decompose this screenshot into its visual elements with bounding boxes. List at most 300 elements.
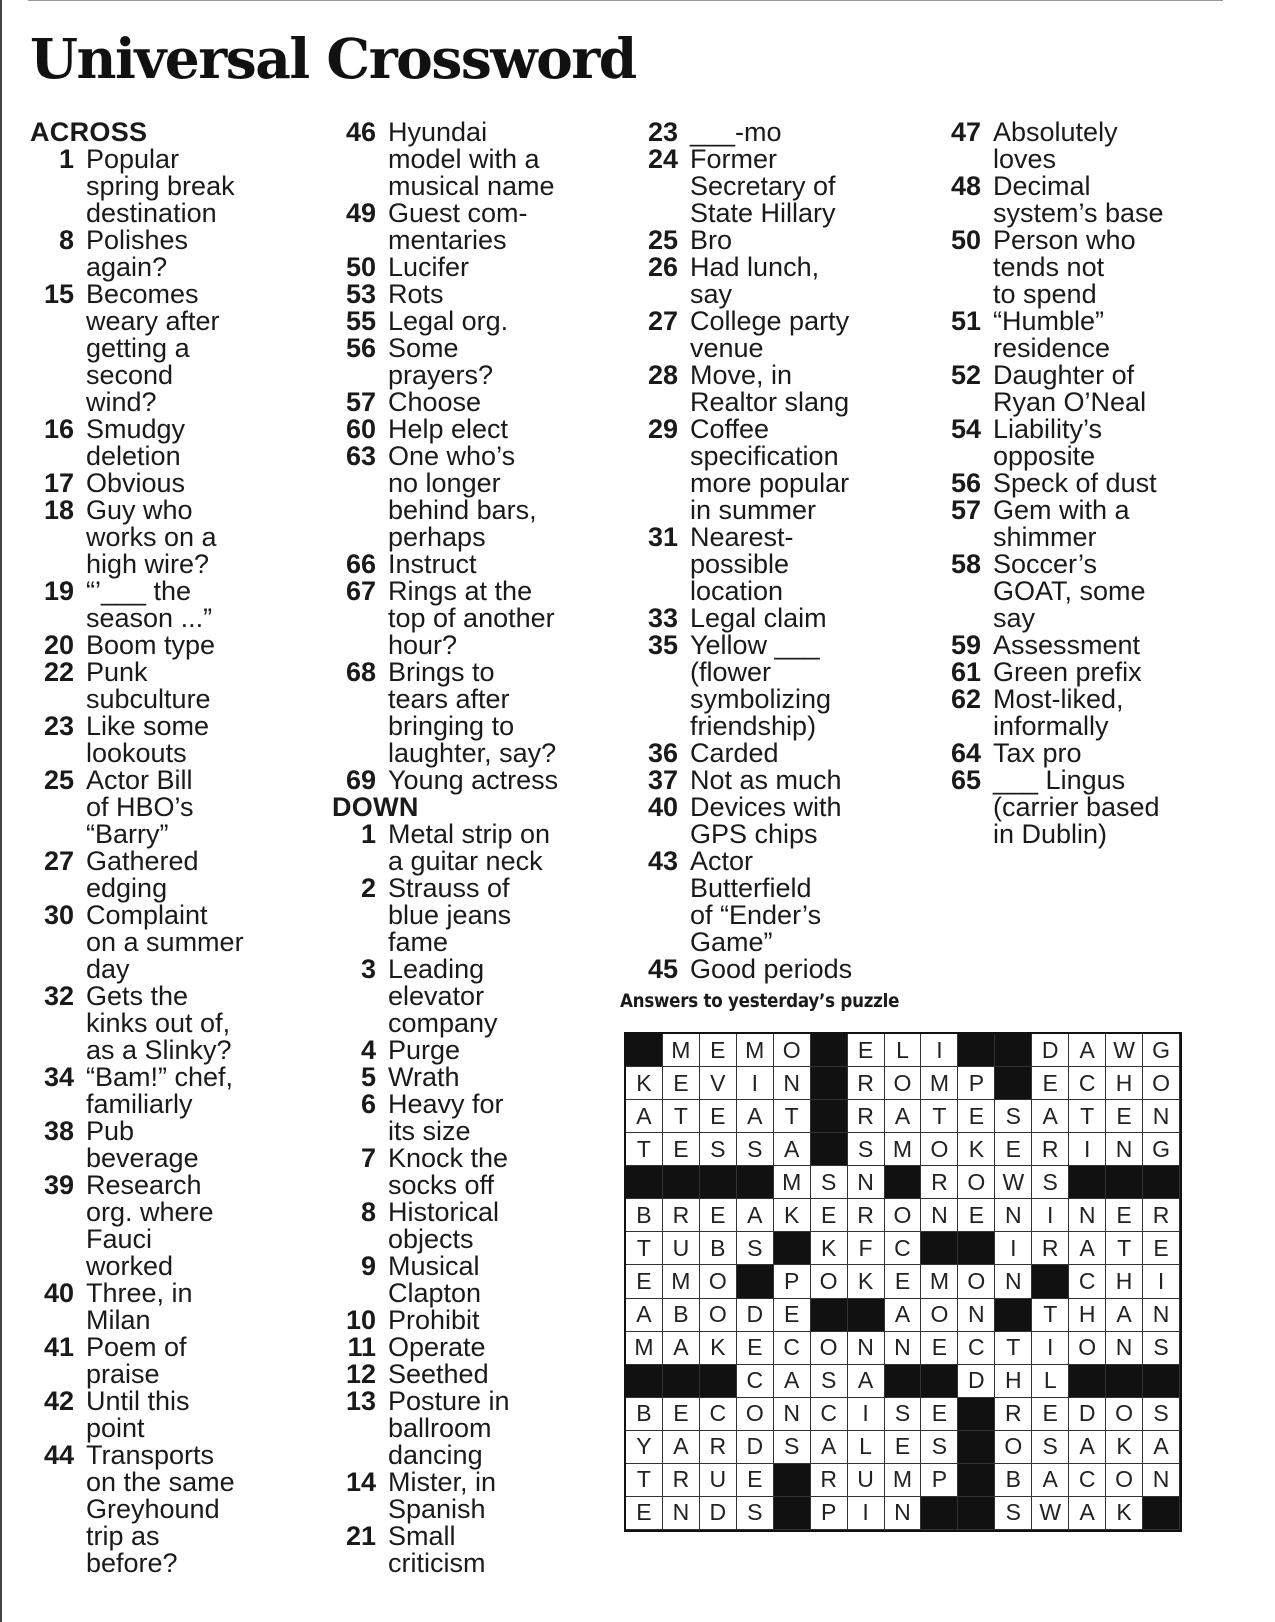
grid-cell: L [1032,1365,1069,1398]
grid-cell: T [995,1332,1032,1365]
grid-cell: E [663,1398,700,1431]
grid-cell: R [663,1464,700,1497]
clue [332,281,622,308]
clue [30,227,320,281]
black-square [1069,1166,1106,1199]
clue-number: 11 [347,1332,376,1362]
clue [634,524,924,605]
grid-cell: E [1106,1199,1143,1232]
grid-cell: O [700,1265,737,1298]
grid-cell: N [885,1332,922,1365]
clue-number: 31 [647,522,678,552]
black-square [995,1034,1032,1067]
clue [937,497,1227,551]
grid-cell: A [1032,1100,1069,1133]
grid-cell: E [1032,1398,1069,1431]
clue-number: 5 [360,1062,376,1092]
clue [30,848,320,902]
grid-cell: A [1069,1034,1106,1067]
clue [30,1442,320,1577]
grid-cell: R [1032,1232,1069,1265]
grid-cell: D [958,1365,995,1398]
clue-number: 26 [647,252,678,282]
grid-cell: P [921,1464,958,1497]
clue-number: 21 [345,1521,376,1551]
clue [634,848,924,956]
clue-number: 51 [950,306,981,336]
clue-text: Nearest- possible location [690,522,794,606]
clue-number: 58 [950,549,981,579]
grid-cell: B [663,1299,700,1332]
grid-cell: N [1143,1100,1180,1133]
clue-number: 19 [43,576,74,606]
black-square [1106,1166,1143,1199]
grid-cell: E [700,1199,737,1232]
black-square [1106,1365,1143,1398]
grid-cell: A [1032,1464,1069,1497]
clue-column-4 [937,119,1227,848]
grid-cell: O [958,1265,995,1298]
grid-cell: C [1069,1067,1106,1100]
clue-text: Guest com- mentaries [388,198,528,255]
grid-cell: N [958,1299,995,1332]
clue-text: Small criticism [388,1521,486,1578]
grid-cell: E [626,1497,663,1530]
grid-cell: E [921,1398,958,1431]
grid-cell: U [700,1464,737,1497]
clue [30,632,320,659]
clue-number: 33 [647,603,678,633]
grid-cell: E [1106,1100,1143,1133]
grid-cell: S [811,1166,848,1199]
clue [332,875,622,956]
grid-cell: O [958,1166,995,1199]
grid-cell: C [958,1332,995,1365]
grid-cell: O [995,1431,1032,1464]
clue-number: 46 [345,117,376,147]
black-square [663,1365,700,1398]
clue [937,659,1227,686]
clue-text: “Humble” residence [993,306,1111,363]
black-square [958,1034,995,1067]
clue-text: Person who tends not to spend [993,225,1136,309]
grid-cell: N [663,1497,700,1530]
grid-cell: T [626,1133,663,1166]
clue [30,1172,320,1280]
clue-text: Obvious [86,468,186,498]
grid-cell: A [885,1299,922,1332]
grid-cell: A [1069,1431,1106,1464]
clue [634,254,924,308]
grid-cell: N [848,1166,885,1199]
grid-cell: S [848,1133,885,1166]
clue [30,1388,320,1442]
grid-cell: O [1069,1332,1106,1365]
clue-number: 34 [43,1062,74,1092]
clue-text: Tax pro [993,738,1082,768]
black-square [921,1497,958,1530]
clue-text: ___ Lingus (carrier based in Dublin) [993,765,1160,849]
clue [332,1064,622,1091]
clue [937,416,1227,470]
clue-number: 10 [345,1305,376,1335]
grid-cell: R [1032,1133,1069,1166]
clue-text: Assessment [993,630,1141,660]
grid-cell: S [995,1100,1032,1133]
grid-cell: A [811,1431,848,1464]
clue-text: Smudgy deletion [86,414,186,471]
grid-cell: M [885,1464,922,1497]
clue [937,173,1227,227]
grid-cell: A [1106,1299,1143,1332]
grid-cell: E [958,1199,995,1232]
clue-number: 6 [360,1089,376,1119]
grid-cell: B [995,1464,1032,1497]
clue-text: Legal claim [690,603,827,633]
grid-cell: M [663,1265,700,1298]
clue-number: 35 [647,630,678,660]
black-square [626,1034,663,1067]
black-square [811,1133,848,1166]
clue [937,119,1227,173]
clue-text: Bro [690,225,733,255]
clue [30,1280,320,1334]
clue [332,956,622,1037]
grid-cell: O [700,1299,737,1332]
grid-cell: O [885,1199,922,1232]
across-heading: ACROSS [30,117,148,147]
clue-number: 17 [43,468,74,498]
clue-text: “’___ the season ...” [86,576,213,633]
clue-number: 13 [345,1386,376,1416]
clue-text: Speck of dust [993,468,1157,498]
clue [937,686,1227,740]
clue [30,1064,320,1118]
black-square [958,1232,995,1265]
clue-text: Decimal system’s base [993,171,1164,228]
grid-cell: N [995,1199,1032,1232]
grid-cell: R [848,1199,885,1232]
grid-cell: A [1069,1497,1106,1530]
grid-cell: O [921,1299,958,1332]
grid-cell: M [626,1332,663,1365]
clue [634,605,924,632]
grid-cell: E [774,1299,811,1332]
clue-text: Liability’s opposite [993,414,1103,471]
grid-cell: M [663,1034,700,1067]
grid-cell: K [626,1067,663,1100]
clue-number: 29 [647,414,678,444]
clue [30,767,320,848]
grid-cell: M [921,1067,958,1100]
clue-number: 57 [950,495,981,525]
clue-text: Good periods [690,954,853,984]
grid-cell: N [921,1199,958,1232]
clue-number: 55 [345,306,376,336]
clue-text: Prohibit [388,1305,480,1335]
clue [332,551,622,578]
clue-number: 18 [43,495,74,525]
grid-cell: R [700,1431,737,1464]
grid-cell: S [885,1398,922,1431]
grid-cell: N [1143,1464,1180,1497]
grid-cell: N [885,1497,922,1530]
clue-text: Coffee specification more popular in summer [690,414,850,525]
clue-column-3 [634,119,924,983]
grid-cell: A [737,1199,774,1232]
grid-cell: O [1106,1398,1143,1431]
grid-cell: V [700,1067,737,1100]
grid-cell: O [811,1265,848,1298]
clue-number: 57 [345,387,376,417]
clue-number: 65 [950,765,981,795]
grid-cell: R [921,1166,958,1199]
black-square [848,1299,885,1332]
grid-cell: U [848,1464,885,1497]
clue-number: 15 [43,279,74,309]
grid-cell: E [737,1332,774,1365]
clue-number: 12 [345,1359,376,1389]
clue-text: Mister, in Spanish [388,1467,497,1524]
black-square [811,1034,848,1067]
grid-cell: R [848,1067,885,1100]
down-heading: DOWN [332,792,419,822]
grid-cell: S [811,1365,848,1398]
clue-text: Punk subculture [86,657,211,714]
clue [937,740,1227,767]
black-square [774,1464,811,1497]
grid-cell: T [1069,1100,1106,1133]
clue-number: 20 [43,630,74,660]
grid-cell: A [663,1332,700,1365]
clue-text: Hyundai model with a musical name [388,117,555,201]
clue-number: 32 [43,981,74,1011]
grid-cell: E [1032,1067,1069,1100]
grid-cell: S [737,1232,774,1265]
clue [937,308,1227,362]
grid-cell: C [1069,1265,1106,1298]
grid-cell: K [1106,1497,1143,1530]
clue-number: 16 [43,414,74,444]
grid-cell: N [848,1332,885,1365]
grid-cell: N [1106,1332,1143,1365]
grid-cell: I [995,1232,1032,1265]
clue-number: 69 [345,765,376,795]
clue [937,632,1227,659]
clue [634,362,924,416]
grid-cell: K [811,1232,848,1265]
clue [30,281,320,416]
clue-number: 40 [43,1278,74,1308]
black-square [958,1398,995,1431]
clue [30,416,320,470]
clue-number: 7 [360,1143,376,1173]
clue-text: Absolutely loves [993,117,1118,174]
grid-cell: U [663,1232,700,1265]
clue [332,659,622,767]
clue-number: 52 [950,360,981,390]
grid-cell: A [848,1365,885,1398]
clue-text: Gem with a shimmer [993,495,1130,552]
clue-text: Rots [388,279,444,309]
clue-text: Young actress [388,765,559,795]
grid-cell: B [626,1398,663,1431]
clue-text: Becomes weary after getting a second wind? [86,279,220,417]
clue-text: Not as much [690,765,842,795]
clue-text: Wrath [388,1062,460,1092]
grid-cell: I [1143,1265,1180,1298]
black-square [1143,1497,1180,1530]
clue-number: 2 [360,873,376,903]
clue-text: Choose [388,387,482,417]
grid-cell: M [737,1034,774,1067]
clue-number: 1 [360,819,376,849]
grid-cell: E [958,1100,995,1133]
grid-cell: H [1069,1299,1106,1332]
clue-number: 27 [43,846,74,876]
clue-number: 48 [950,171,981,201]
clue-text: Heavy for its size [388,1089,504,1146]
clue-text: Research org. where Fauci worked [86,1170,214,1281]
clue-number: 64 [950,738,981,768]
grid-cell: C [811,1398,848,1431]
clue-number: 24 [647,144,678,174]
grid-cell: M [885,1133,922,1166]
clue-number: 23 [43,711,74,741]
clue-number: 9 [360,1251,376,1281]
clue-number: 23 [647,117,678,147]
clue-number: 22 [43,657,74,687]
clue [332,1091,622,1145]
clue-text: One who’s no longer behind bars, perhaps [388,441,537,552]
clue-text: Knock the socks off [388,1143,509,1200]
grid-cell: S [737,1497,774,1530]
clue-text: Posture in ballroom dancing [388,1386,510,1470]
clue-number: 30 [43,900,74,930]
clue-number: 41 [43,1332,74,1362]
grid-cell: K [774,1199,811,1232]
clue-text: Until this point [86,1386,190,1443]
grid-cell: S [700,1133,737,1166]
clue-text: Actor Bill of HBO’s “Barry” [86,765,194,849]
clue-text: Instruct [388,549,477,579]
clue-number: 4 [360,1035,376,1065]
clue-text: Yellow ___ (flower symbolizing friendship) [690,630,832,741]
grid-cell: S [1032,1166,1069,1199]
clue [634,794,924,848]
grid-cell: S [1032,1431,1069,1464]
grid-cell: T [774,1100,811,1133]
grid-cell: E [885,1431,922,1464]
black-square [921,1365,958,1398]
answer-grid [624,1032,1182,1532]
clue-text: Musical Clapton [388,1251,482,1308]
clue-text: Legal org. [388,306,509,336]
clue-number: 68 [345,657,376,687]
grid-cell: B [700,1232,737,1265]
clue [332,1388,622,1469]
clue-text: ___-mo [690,117,782,147]
clue [634,308,924,362]
grid-cell: A [737,1100,774,1133]
clue [332,1361,622,1388]
grid-cell: I [848,1497,885,1530]
grid-cell: N [774,1398,811,1431]
grid-cell: D [737,1431,774,1464]
clue-text: Gathered edging [86,846,199,903]
black-square [700,1365,737,1398]
clue [634,740,924,767]
black-square [737,1166,774,1199]
clue [937,551,1227,632]
clue-text: Brings to tears after bringing to laughter, say? [388,657,557,768]
clue [30,659,320,713]
clue [332,308,622,335]
clue [937,470,1227,497]
clue [937,362,1227,416]
clue-number: 8 [58,225,74,255]
grid-cell: I [1032,1199,1069,1232]
clue-text: Three, in Milan [86,1278,193,1335]
grid-cell: Y [626,1431,663,1464]
grid-cell: E [700,1100,737,1133]
grid-cell: G [1143,1133,1180,1166]
grid-cell: O [885,1067,922,1100]
clue [332,821,622,875]
grid-cell: C [700,1398,737,1431]
grid-cell: A [1069,1232,1106,1265]
grid-cell: A [885,1100,922,1133]
clue [332,119,622,200]
grid-cell: C [1069,1464,1106,1497]
grid-cell: O [1106,1464,1143,1497]
clue-number: 50 [950,225,981,255]
clue-text: Daughter of Ryan O’Neal [993,360,1147,417]
clue-number: 50 [345,252,376,282]
clue-number: 61 [950,657,981,687]
grid-cell: E [663,1133,700,1166]
clue-text: Seethed [388,1359,489,1389]
clue [634,956,924,983]
grid-cell: I [1069,1133,1106,1166]
clue-text: Metal strip on a guitar neck [388,819,551,876]
clue-number: 45 [647,954,678,984]
grid-cell: P [811,1497,848,1530]
black-square [958,1497,995,1530]
clue-number: 49 [345,198,376,228]
clue-text: Leading elevator company [388,954,498,1038]
clue-text: Purge [388,1035,461,1065]
clue [937,227,1227,308]
clue-number: 40 [647,792,678,822]
grid-cell: O [737,1398,774,1431]
clue-column-1 [30,119,320,1577]
clue [634,227,924,254]
black-square [885,1166,922,1199]
grid-cell: W [1032,1497,1069,1530]
grid-cell: A [1143,1431,1180,1464]
clue-number: 56 [345,333,376,363]
grid-cell: K [700,1332,737,1365]
clue [332,767,622,794]
grid-cell: D [1032,1034,1069,1067]
grid-cell: N [995,1265,1032,1298]
clue-number: 54 [950,414,981,444]
grid-cell: L [848,1431,885,1464]
clue-text: Polishes again? [86,225,189,282]
grid-cell: R [848,1100,885,1133]
clue-text: Pub beverage [86,1116,199,1173]
